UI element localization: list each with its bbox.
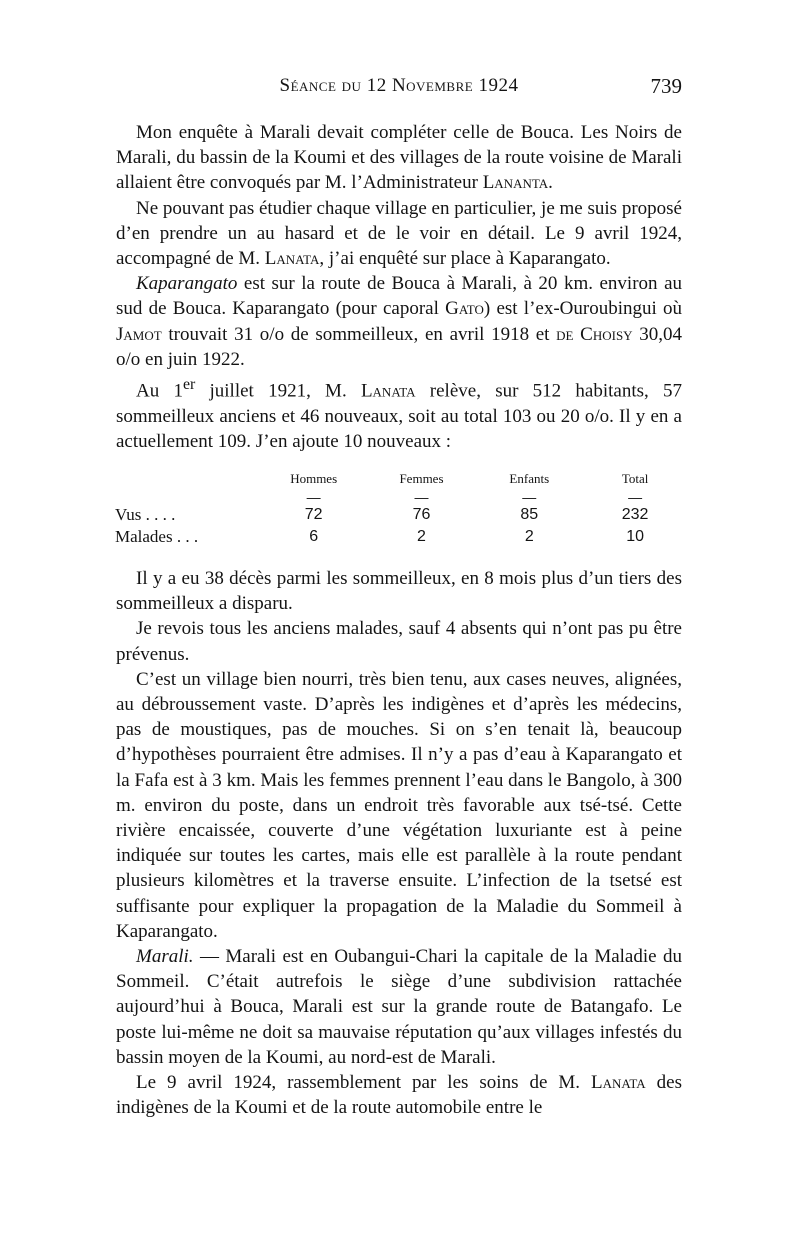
paragraphs-after-table [116, 566, 682, 1120]
table-dash-row [115, 490, 682, 504]
paragraph [116, 566, 682, 616]
small-caps-name: Jamot [116, 323, 162, 345]
table-header-row [115, 468, 682, 490]
cell-malades-femmes: 2 [417, 527, 426, 545]
cell-vus-hommes: 72 [304, 505, 323, 523]
text-run: C’est un village bien nourri, très bien tenu, aux cases neuves, alignées, au débroussement vaste. D’après les indigènes et d’après les médecins, pas de moustiques, pas de mouches. Si on s’en tenait là, beaucoup d’hypothèses pourraient être admises. Il n’y a pas d’eau à Kaparangato et la Fafa est à 3 km. Mais les femmes prennent l’eau dans le Bangolo, à 300 m. environ du poste, dans un endroit très favorable aux tsé-tsé. Cette rivière encaissée, couverte d’une végétation luxuriante est à peine indiquée sur toutes les cartes, mais elle est parallèle à la route pendant plusieurs kilomètres et la traverse ensuite. L’infection de la tsetsé est suffisante pour expliquer la propagation de la Maladie du Sommeil à Kaparangato. [116, 668, 682, 942]
body-text [116, 120, 682, 1120]
text-run: j’ai enquêté sur place à Kaparangato. [324, 248, 611, 270]
paragraph [116, 667, 682, 944]
cell-malades-total: 10 [626, 527, 644, 545]
column-header-femmes: Femmes [399, 470, 444, 486]
paragraph [116, 120, 682, 196]
text-run: Au 1 [136, 380, 183, 402]
paragraph [116, 1070, 682, 1120]
small-caps-name: Lananta. [482, 172, 553, 194]
text-run: Je revois tous les anciens malades, sauf 4 absents qui n’ont pas pu être prévenus. [116, 618, 682, 665]
superscript: er [182, 376, 196, 394]
column-header-enfants: Enfants [509, 470, 550, 486]
cell-vus-enfants: 85 [520, 505, 539, 523]
paragraph [116, 372, 682, 454]
dash-mark: — [306, 488, 321, 505]
text-run: Ne pouvant pas étudier chaque village en particulier, je me suis proposé d’en prendre un au hasard et de le voir en détail. Le 9 avril 1924, accompagné de M. [116, 197, 682, 270]
row-label-malades: Malades . . . [115, 526, 199, 546]
text-run: des indigènes de la Koumi et de la route automobile entre le [116, 1072, 682, 1119]
table-row-vus [115, 504, 682, 526]
text-run: trouvait 31 o/o de sommeilleux, en avril 1918 et [161, 323, 557, 345]
small-caps-name: Lanata [591, 1072, 646, 1094]
cell-vus-total: 232 [621, 505, 649, 523]
cell-malades-hommes: 6 [309, 527, 319, 545]
row-label-vus: Vus . . . . [115, 504, 176, 524]
text-run: Mon enquête à Marali devait compléter celle de Bouca. Les Noirs de Marali, du bassin de la Koumi et des villages de la route voisine de Marali allaient être convoqués par M. l’Administrateur [116, 122, 682, 194]
page-number: 739 [650, 74, 682, 98]
text-run: ) est l’ex-Ouroubingui où [483, 298, 682, 320]
dash-mark: — [628, 488, 643, 505]
text-run: relève, sur 512 habitants, 57 sommeilleux anciens et 46 nouveaux, soit au total 103 ou 20 o/o. Il y en a actuellement 109. J’en ajoute 10 nouveaux : [116, 380, 682, 452]
text-run: Il y a eu 38 décès parmi les sommeilleux, en 8 mois plus d’un tiers des sommeilleux a disparu. [116, 567, 682, 615]
text-run: Le 9 avril 1924, rassemblement par les soins de M. [136, 1072, 592, 1094]
small-caps-name: Lanata [360, 380, 416, 402]
paragraph [116, 271, 682, 372]
table-row-malades [115, 526, 682, 548]
small-caps-name: Gato [445, 298, 484, 320]
page-header [116, 73, 682, 99]
paragraph [116, 616, 682, 666]
text-run: — Marali est en Oubangui-Chari la capitale de la Maladie du Sommeil. C’était autrefois le siège d’une subdivision rattachée aujourd’hui à Bouca, Marali est sur la grande route de Batangafo. Le poste lui-même ne doit sa mauvaise réputation qu’aux villages infestés du bassin moyen de la Koumi, au nord-est de Marali. [116, 946, 682, 1068]
text-run: juillet 1921, M. [195, 380, 361, 402]
cell-vus-femmes: 76 [412, 505, 431, 523]
small-caps-name: Lanata, [264, 248, 325, 270]
paragraph [116, 944, 682, 1070]
italic-term: Kaparangato [136, 273, 238, 295]
text-run: est sur la route de Bouca à Marali, à 20 km. environ au sud de Bouca. Kaparangato (pour caporal [116, 273, 682, 320]
statistics-table [115, 468, 682, 548]
dash-mark: — [522, 488, 537, 505]
running-head: Séance du 12 Novembre 1924 [279, 75, 519, 96]
dash-spacer [115, 490, 255, 504]
cell-malades-enfants: 2 [524, 527, 534, 545]
column-header-hommes: Hommes [290, 470, 338, 486]
italic-term: Marali. [136, 946, 194, 968]
small-caps-name: de Choisy [556, 323, 633, 345]
paragraphs-before-table [116, 120, 682, 454]
text-run: 30,04 o/o en juin 1922. [116, 323, 682, 370]
column-header-total: Total [621, 470, 649, 486]
paragraph [116, 196, 682, 272]
table-corner [115, 468, 255, 490]
dash-mark: — [414, 488, 429, 505]
